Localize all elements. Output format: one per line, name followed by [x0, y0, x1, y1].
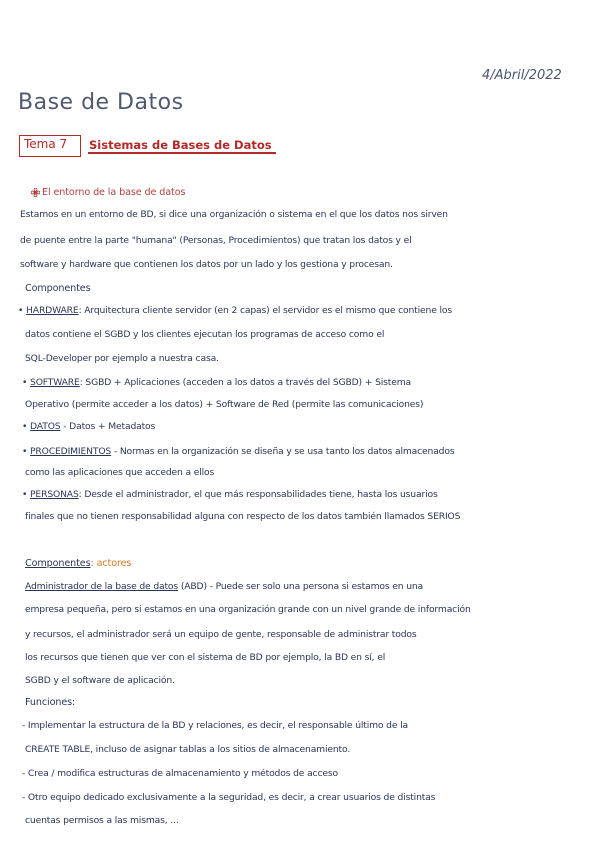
intro-line-3: software y hardware que contienen los datos por un lado y los gestiona y procesan.	[20, 259, 393, 270]
item-hardware-term: HARDWARE	[26, 305, 79, 316]
tema-title: Sistemas de Bases de Datos	[89, 138, 272, 152]
item-software-text: : SGBD + Aplicaciones (acceden a los datos a través del SGBD) + Sistema	[79, 377, 412, 388]
item-personas-line-1: • PERSONAS: Desde el administrador, el que más responsabilidades tiene, hasta los usuarios	[22, 489, 438, 500]
item-software-term: SOFTWARE	[30, 377, 80, 388]
item-personas-text: : Desde el administrador, el que más responsabilidades tiene, hasta los usuarios	[78, 489, 438, 500]
item-hardware-text: : Arquitectura cliente servidor (en 2 capas) el servidor es el mismo que contiene los	[78, 305, 452, 316]
item-procedimientos-line-1: • PROCEDIMIENTOS - Normas en la organización se diseña y se usa tanto los datos almacenados	[22, 446, 455, 457]
item-software-line-1: • SOFTWARE: SGBD + Aplicaciones (acceden a los datos a través del SGBD) + Sistema	[22, 377, 412, 388]
section2-line-5: SGBD y el software de aplicación.	[25, 675, 175, 686]
funcion-line-4: - Otro equipo dedicado exclusivamente a la seguridad, es decir, a crear usuarios de distintas	[22, 792, 436, 803]
section2-heading-b: : actores	[90, 558, 132, 569]
funcion-line-5: cuentas permisos a las mismas, ...	[25, 815, 179, 826]
section2-heading-a: Componentes	[25, 558, 91, 569]
item-hardware-line-2: datos contiene el SGBD y los clientes ejecutan los programas de acceso como el	[25, 329, 385, 340]
funciones-label: Funciones:	[25, 697, 76, 708]
section2-line-4: los recursos que tienen que ver con el sistema de BD por ejemplo, la BD en sí, el	[25, 652, 386, 663]
tema-title-underline	[88, 152, 276, 154]
admin-text: (ABD) - Puede ser solo una persona si estamos en una	[178, 581, 424, 592]
section2-line-1	[25, 581, 423, 592]
item-personas-line-2: finales que no tienen responsabilidad alguna con respecto de los datos también llamados SERIOS	[25, 511, 461, 522]
section2-heading	[25, 558, 131, 569]
flower-bullet-icon	[31, 188, 40, 197]
item-hardware-line-1: • HARDWARE: Arquitectura cliente servidor (en 2 capas) el servidor es el mismo que contiene los	[18, 305, 452, 316]
page-title: Base de Datos	[18, 90, 184, 115]
intro-line-2: de puente entre la parte "humana" (Personas, Procedimientos) que tratan los datos y el	[20, 235, 412, 246]
section2-line-3: y recursos, el administrador será un equipo de gente, responsable de administrar todos	[25, 629, 417, 640]
item-procedimientos-line-2: como las aplicaciones que acceden a ellos	[25, 467, 215, 478]
tema-label: Tema 7	[24, 137, 68, 151]
section-heading-entorno: El entorno de la base de datos	[42, 187, 186, 198]
item-personas-term: PERSONAS	[30, 489, 79, 500]
admin-term: Administrador de la base de datos	[25, 581, 179, 592]
section2-line-2: empresa pequeña, pero si estamos en una organización grande con un nivel grande de información	[25, 604, 471, 615]
funcion-line-3: - Crea / modifica estructuras de almacenamiento y métodos de acceso	[22, 768, 338, 779]
componentes-label: Componentes	[25, 283, 91, 294]
item-hardware-line-3: SQL-Developer por ejemplo a nuestra casa.	[25, 353, 219, 364]
item-software-line-2: Operativo (permite acceder a los datos) + Software de Red (permite las comunicaciones)	[25, 399, 424, 410]
item-datos-text: - Datos + Metadatos	[60, 421, 156, 432]
item-datos-line-1: • DATOS - Datos + Metadatos	[22, 421, 156, 432]
date-text: 4/Abril/2022	[482, 68, 562, 83]
item-procedimientos-text: - Normas en la organización se diseña y se usa tanto los datos almacenados	[111, 446, 455, 457]
intro-line-1: Estamos en un entorno de BD, si dice una organización o sistema en el que los datos nos sirven	[20, 209, 448, 220]
item-datos-term: DATOS	[30, 421, 61, 432]
item-procedimientos-term: PROCEDIMIENTOS	[30, 446, 112, 457]
funcion-line-2: CREATE TABLE, incluso de asignar tablas a los sitios de almacenamiento.	[25, 744, 351, 755]
funcion-line-1: - Implementar la estructura de la BD y relaciones, es decir, el responsable último de la	[22, 720, 409, 731]
